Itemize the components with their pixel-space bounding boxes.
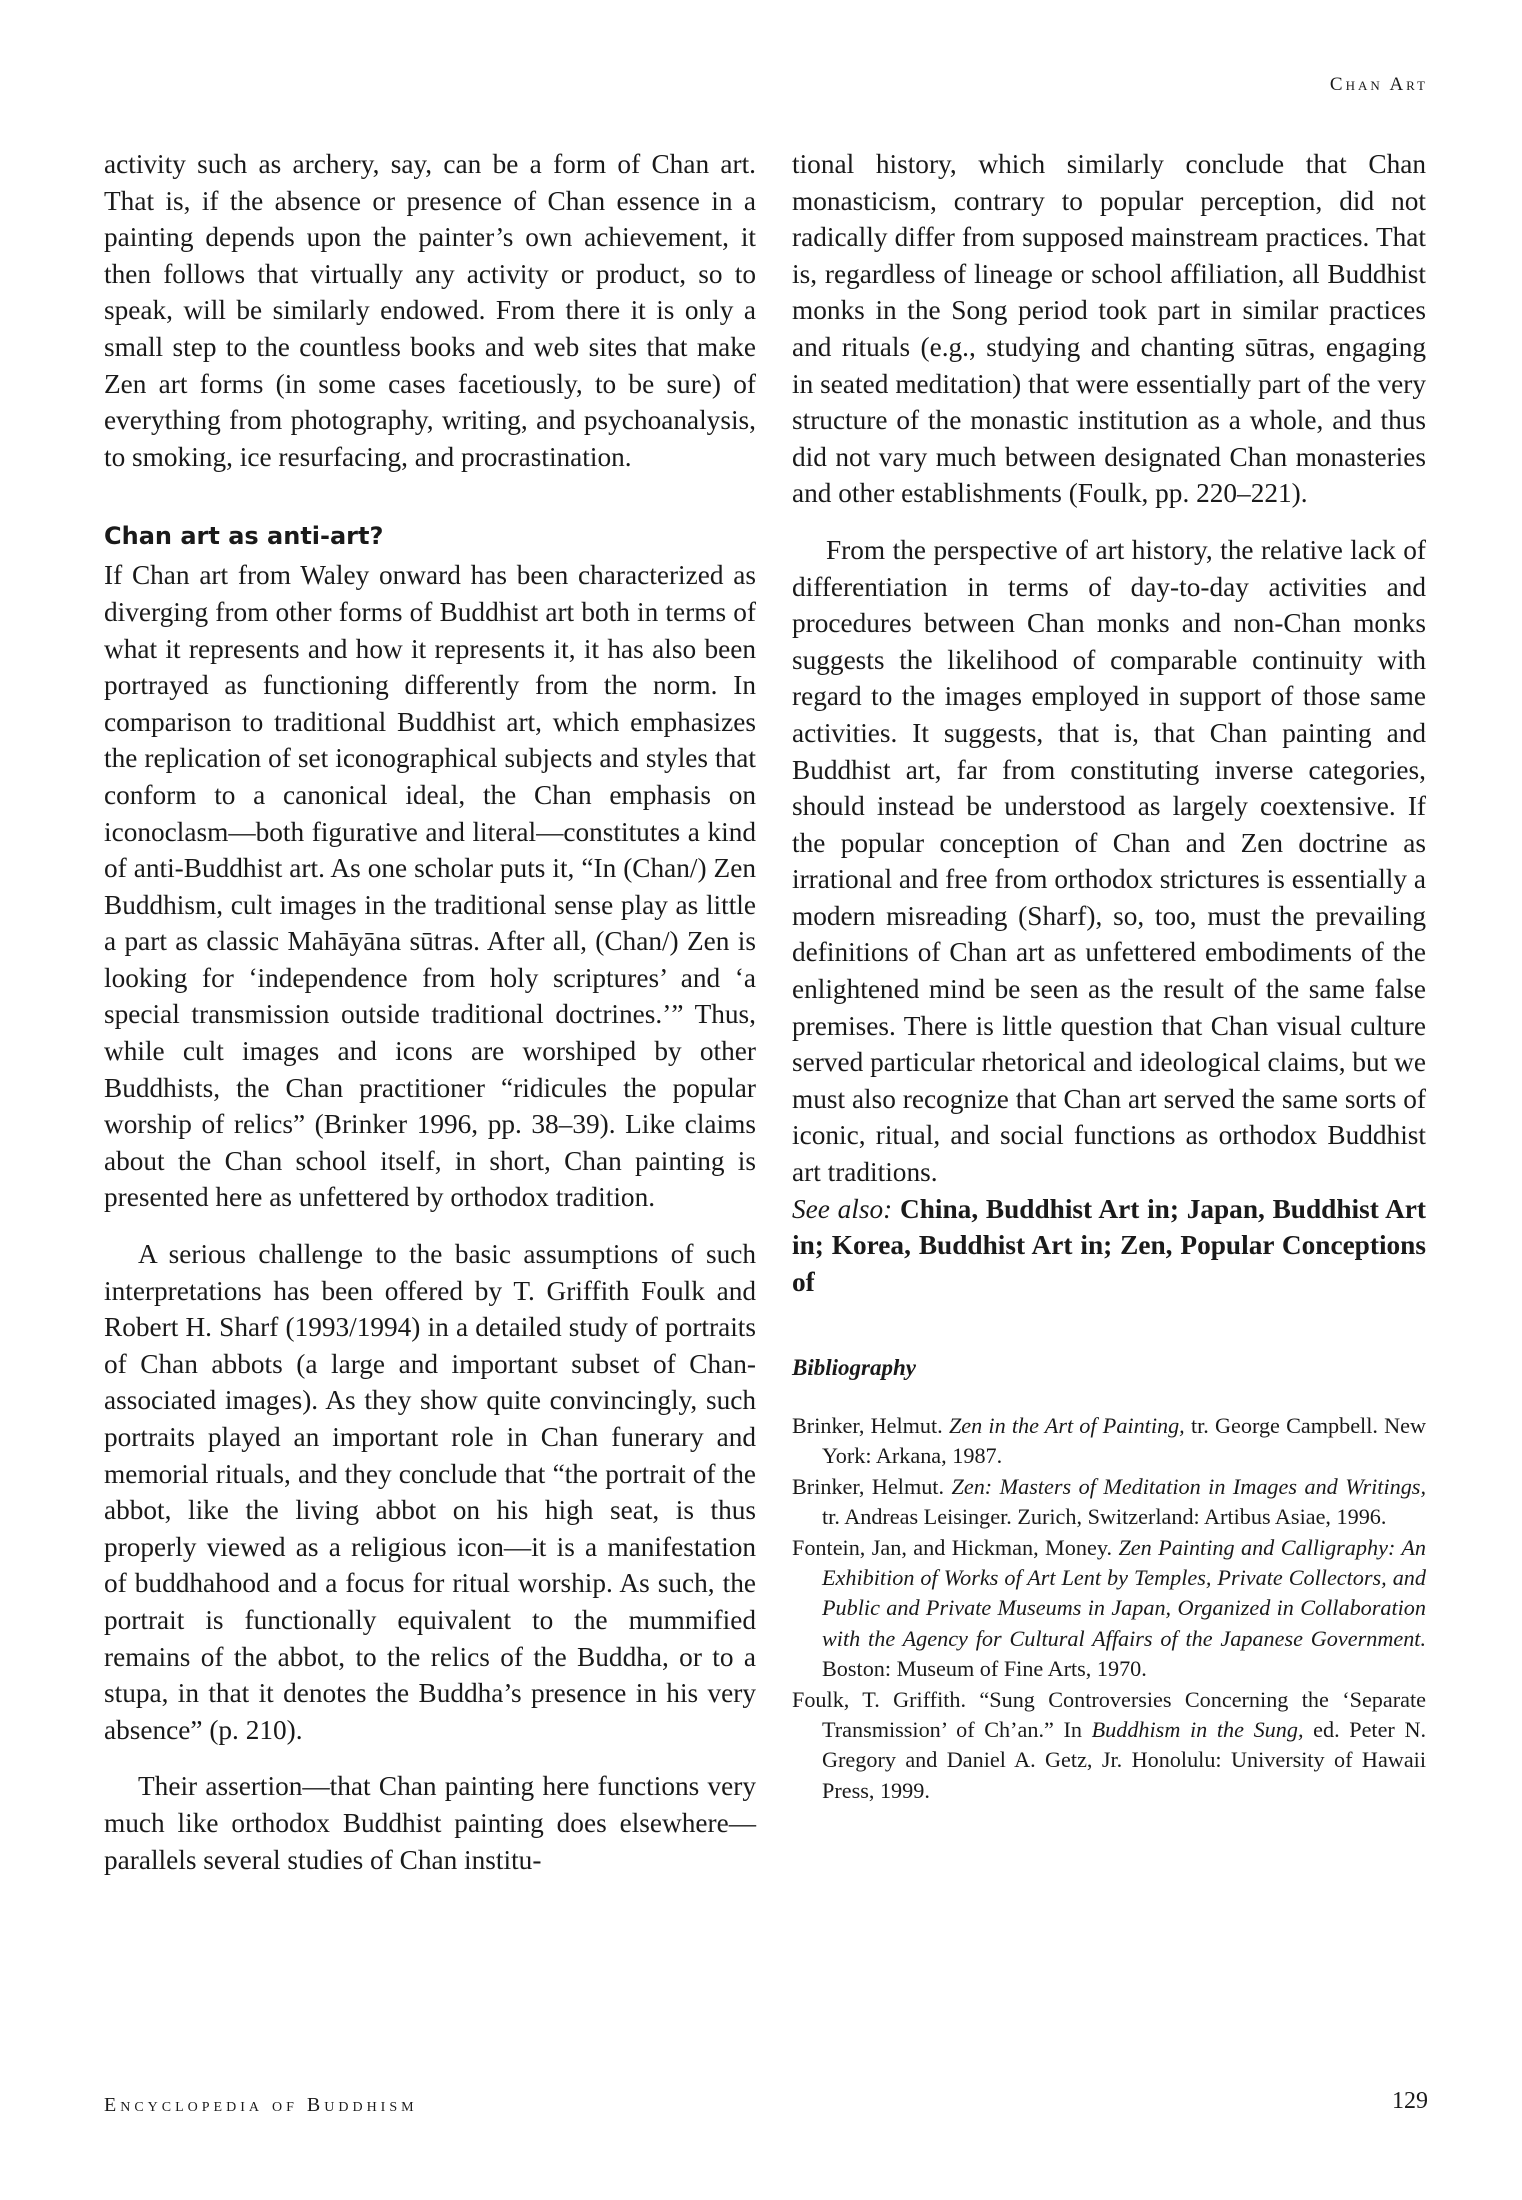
bibliography-entry: Brinker, Helmut. Zen: Masters of Meditation in Images and Writings, tr. Andreas Leisinger. Zurich, Switzerland: Artibus Asiae, 1996. — [792, 1473, 1426, 1530]
see-also-label: See also: — [792, 1193, 893, 1224]
running-head: Chan Art — [1329, 74, 1428, 95]
see-also-links[interactable]: China, Buddhist Art in; Japan, Buddhist Art in; Korea, Buddhist Art in; Zen, Popular Conceptions of — [792, 1193, 1426, 1297]
see-also — [792, 1191, 1426, 1301]
paragraph-challenge: A serious challenge to the basic assumptions of such interpretations has been offered by T. Griffith Foulk and Robert H. Sharf (1993/1994) in a detailed study of portraits of Chan abbots (a large and important subset of Chan-associated images). As they show quite convincingly, such portraits played an important role in Chan funerary and memorial rituals, and they conclude that “the portrait of the abbot, like the living abbot on his high seat, is thus properly viewed as a religious icon—it is a manifestation of buddhahood and a focus for ritual worship. As such, the portrait is functionally equivalent to the mummified remains of the abbot, to the relics of the Buddha, or to a stupa, in that it denotes the Buddha’s presence in his very absence” (p. 210). — [104, 1239, 756, 1745]
bibliography-entry: Brinker, Helmut. Zen in the Art of Painting, tr. George Campbell. New York: Arkana, 1987. — [792, 1413, 1427, 1469]
left-column — [104, 146, 756, 1878]
right-column — [792, 146, 1426, 1806]
paragraph-intro: activity such as archery, say, can be a form of Chan art. That is, if the absence or presence of Chan essence in a painting depends upon the painter’s own achievement, it then follows that virtually any activity or product, so to speak, will be similarly endowed. From there it is only a small step to the countless books and web sites that make Zen art forms (in some cases facetiously, to be sure) of everything from photography, writing, and psychoanalysis, to smoking, ice resurfacing, and procrastination. — [104, 149, 756, 472]
paragraph-assertion: Their assertion—that Chan painting here functions very much like orthodox Buddhist painting does elsewhere—parallels several studies of Chan institu- — [104, 1771, 756, 1875]
bibliography-entry: Foulk, T. Griffith. “Sung Controversies Concerning the ‘Separate Transmission’ of Ch’an.” In Buddhism in the Sung, ed. Peter N. Gregory and Daniel A. Getz, Jr. Honolulu: University of Hawaii Press, 1999. — [792, 1686, 1427, 1803]
footer-publication-title: Encyclopedia of Buddhism — [104, 2094, 418, 2116]
paragraph-perspective: From the perspective of art history, the relative lack of differentiation in terms of day-to-day activities and procedures between Chan monks and non-Chan monks suggests the likelihood of comparable continuity with regard to the images employed in support of those same activities. It suggests, that is, that Chan painting and Buddhist art, far from constituting inverse categories, should instead be understood as largely coextensive. If the popular conception of Chan and Zen doctrine as irrational and free from orthodox strictures is essentially a modern misreading (Sharf), so, too, must the prevailing definitions of Chan art as unfettered embodiments of the enlightened mind be seen as the result of the same false premises. There is little question that Chan visual culture served particular rhetorical and ideological claims, but we must also recognize that Chan art served the same sorts of iconic, ritual, and social functions as orthodox Buddhist art traditions. — [792, 534, 1426, 1188]
paragraph-continued: tional history, which similarly conclude that Chan monasticism, contrary to popular perception, did not radically differ from supposed mainstream practices. That is, regardless of lineage or school affiliation, all Buddhist monks in the Song period took part in similar practices and rituals (e.g., studying and chanting sūtras, engaging in seated meditation) that were essentially part of the very structure of the monastic institution as a whole, and thus did not vary much between designated Chan monasteries and other establishments (Foulk, pp. 220–221). — [792, 149, 1426, 509]
paragraph-anti-art: If Chan art from Waley onward has been characterized as diverging from other forms of Buddhist art both in terms of what it represents and how it represents it, it has also been portrayed as functioning differently from the norm. In comparison to traditional Buddhist art, which emphasizes the replication of set iconographical subjects and styles that conform to a canonical ideal, the Chan emphasis on iconoclasm—both figurative and literal—constitutes a kind of anti-Buddhist art. As one scholar puts it, “In (Chan/) Zen Buddhism, cult images in the traditional sense play as little a part as classic Mahāyāna sūtras. After all, (Chan/) Zen is looking for ‘independence from holy scriptures’ and ‘a special transmission outside traditional doctrines.’” Thus, while cult images and icons are worshiped by other Buddhists, the Chan practitioner “ridicules the popular worship of relics” (Brinker 1996, pp. 38–39). Like claims about the Chan school itself, in short, Chan painting is presented here as unfettered by orthodox tradition. — [104, 560, 756, 1213]
section-heading: Chan art as anti-art? — [104, 522, 384, 551]
bibliography-entry: Fontein, Jan, and Hickman, Money. Zen Painting and Calligraphy: An Exhibition of Works of Art Lent by Temples, Private Collectors, and Public and Private Museums in Japan, Organized in Collaboration with the Agency for Cultural Affairs of the Japanese Government. Boston: Museum of Fine Arts, 1970. — [792, 1534, 1426, 1682]
bibliography-heading: Bibliography — [792, 1355, 916, 1381]
page-number: 129 — [1392, 2088, 1428, 2114]
